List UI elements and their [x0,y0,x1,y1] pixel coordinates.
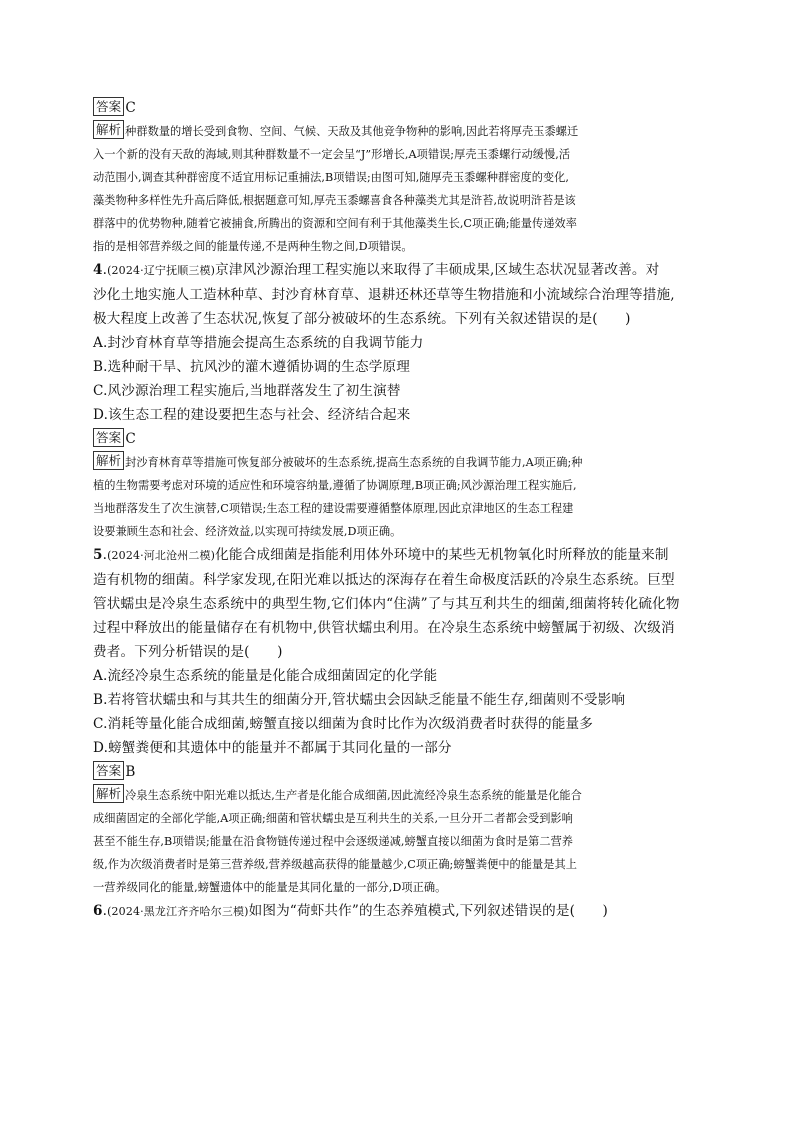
q5-option-a: A.流经冷泉生态系统的能量是化能合成细菌固定的化学能 [93,668,438,684]
q3-analysis-line: 指的是相邻营养级之间的能量传递,不是两种生物之间,D项错误。 [93,240,413,253]
q4-analysis-line: 当地群落发生了次生演替,C项错误;生态工程的建设需要遵循整体原理,因此京津地区的生态工程建 [93,502,574,515]
q5-block [93,543,701,899]
q5-source: (2024·河北沧州二模) [107,549,216,562]
q4-block [93,258,701,543]
q4-analysis-line: 解析 封沙育林育草等措施可恢复部分被破坏的生态系统,提高生态系统的自我调节能力,A项正确;种 [93,451,701,474]
q4-analysis-line: 植的生物需要考虑对环境的适应性和环境容纳量,遵循了协调原理,B项正确;风沙源治理工程实施后, [93,479,577,492]
q5-option-b: B.若将管状蠕虫和与其共生的细菌分开,管状蠕虫会因缺乏能量不能生存,细菌则不受影响 [93,692,626,708]
q5-stem-line: 费者。下列分析错误的是( ) [93,644,283,660]
q3-analysis-line: 藻类物种多样性先升高后降低,根据题意可知,厚壳玉黍螺喜食各种藻类尤其是浒苔,故说明浒苔是该 [93,194,576,207]
q6-stem-line: 6.(2024·黑龙江齐齐哈尔三模)如图为“荷虾共作”的生态养殖模式,下列叙述错误的是( ) [93,903,609,919]
q5-analysis-line: 级,作为次级消费者时是第三营养级,营养级越高获得的能量越少,C项正确;螃蟹粪便中的能量是其上 [93,858,577,871]
q4-stem-line: 4.(2024·辽宁抚顺三模)京津风沙源治理工程实施以来取得了丰硕成果,区域生态状况显著改善。对 [93,262,660,278]
q5-analysis-line: 解析 冷泉生态系统中阳光难以抵达,生产者是化能合成细菌,因此流经冷泉生态系统的能量是化能合 [93,784,701,807]
q3-analysis-line: 动范围小,调查其种群密度不适宜用标记重捕法,B项错误;由图可知,随厚壳玉黍螺种群密度的变化, [93,171,570,184]
q3-analysis-line: 群落中的优势物种,随着它被捕食,所腾出的资源和空间有利于其他藻类生长,C项正确;能量传递效率 [93,217,577,230]
q5-number: 5 [93,547,103,563]
q4-stem-line: 极大程度上改善了生态状况,恢复了部分被破坏的生态系统。下列有关叙述错误的是( ) [93,311,631,327]
q5-stem-line: 过程中释放出的能量储存在有机物中,供管状蠕虫利用。在冷泉生态系统中螃蟹属于初级、次级消 [93,620,675,636]
q5-answer: B [125,764,136,780]
q3-block [93,96,701,258]
answer-tag: 答案 [93,761,124,780]
analysis-tag: 解析 [93,784,124,803]
q6-block [93,899,701,924]
q5-stem-line: 5.(2024·河北沧州二模)化能合成细菌是指能利用体外环境中的某些无机物氧化时所释放的能量来制 [93,547,669,563]
q4-option-d: D.该生态工程的建设要把生态与社会、经济结合起来 [93,407,411,423]
q5-answer-row [93,760,701,784]
q6-number: 6 [93,903,103,919]
q3-analysis-line: 解析 种群数量的增长受到食物、空间、气候、天敌及其他竞争物种的影响,因此若将厚壳玉黍螺迁 [93,120,701,143]
analysis-tag: 解析 [93,120,124,139]
analysis-tag: 解析 [93,451,124,470]
q4-stem-line: 沙化土地实施人工造林种草、封沙育林育草、退耕还林还草等生物措施和小流域综合治理等措施, [93,287,675,303]
answer-tag: 答案 [93,97,124,116]
q5-option-d: D.螃蟹粪便和其遗体中的能量并不都属于其同化量的一部分 [93,740,452,756]
q5-option-c: C.消耗等量化能合成细菌,螃蟹直接以细菌为食时比作为次级消费者时获得的能量多 [93,716,594,732]
q5-stem-line: 造有机物的细菌。科学家发现,在阳光难以抵达的深海存在着生命极度活跃的冷泉生态系统。巨型 [93,572,675,588]
q4-number: 4 [93,262,103,278]
q3-answer: C [125,100,136,116]
q4-option-b: B.选种耐干旱、抗风沙的灌木遵循协调的生态学原理 [93,359,410,375]
q4-option-c: C.风沙源治理工程实施后,当地群落发生了初生演替 [93,383,401,399]
q5-analysis-line: 甚至不能生存,B项错误;能量在沿食物链传递过程中会逐级递减,螃蟹直接以细菌为食时是第二营养 [93,835,574,848]
q5-analysis-line: 成细菌固定的全部化学能,A项正确;细菌和管状蠕虫是互利共生的关系,一旦分开二者都会受到影响 [93,812,573,825]
q3-analysis-line: 入一个新的没有天敌的海域,则其种群数量不一定会呈“J”形增长,A项错误;厚壳玉黍螺行动缓慢,活 [93,148,571,161]
answer-tag: 答案 [93,428,124,447]
q4-analysis-line: 设要兼顾生态和社会、经济效益,以实现可持续发展,D项正确。 [93,525,402,538]
q4-source: (2024·辽宁抚顺三模) [107,264,216,277]
q4-answer-row [93,427,701,451]
q4-answer: C [125,431,136,447]
worksheet-page [93,96,701,924]
q5-analysis-line: 一营养级同化的能量,螃蟹遗体中的能量是其同化量的一部分,D项正确。 [93,881,447,894]
q3-answer-row [93,96,701,120]
q6-source: (2024·黑龙江齐齐哈尔三模) [107,905,249,918]
q4-option-a: A.封沙育林育草等措施会提高生态系统的自我调节能力 [93,335,424,351]
q5-stem-line: 管状蠕虫是冷泉生态系统中的典型生物,它们体内“住满”了与其互利共生的细菌,细菌将转化硫化物 [93,596,680,612]
